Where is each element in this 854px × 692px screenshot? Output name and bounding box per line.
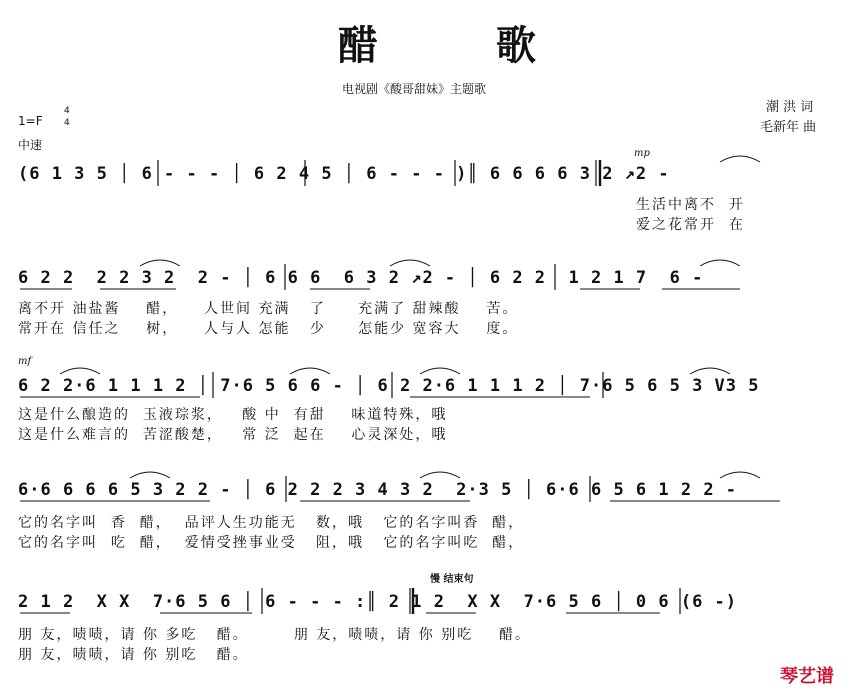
time-signature-bottom: 4 <box>64 118 70 128</box>
tempo-marking: 中速 <box>18 138 43 152</box>
notation-row-4: 6·6 6 6 6 5 3 2 2 - │ 6 2 2 2 3 4 3 2 2·3 5 │ 6·6 6 5 6 1 2 2 - <box>18 480 738 500</box>
lyrics-row-5-verse-1: 朋 友，啧啧，请 你 多吃 醋。 朋 友，啧啧，请 你 别吃 醋。 <box>18 627 532 643</box>
ending-mark: 慢 结束句 <box>430 574 474 585</box>
lyrics-row-3-verse-1: 这是什么酿造的 玉液琮浆， 酸 中 有甜 味道特殊，哦 <box>18 407 448 423</box>
lyrics-row-3-verse-2: 这是什么难言的 苦涩酸楚， 常 泛 起在 心灵深处，哦 <box>18 427 448 443</box>
lyrics-row-2-verse-1: 离不开 油盐酱 醋， 人世间 充满 了 充满了 甜辣酸 苦。 <box>18 301 519 317</box>
notation-row-1: (6 1 3 5 │ 6 - - - │ 6 2 4 5 │ 6 - - - )║ 6 6 6 6 3 2 ↗2 - <box>18 164 670 184</box>
lyricist-credit: 潮 洪 词 <box>766 100 814 115</box>
notation-row-3: 6 2 2·6 1 1 1 2 │ 7·6 5 6 6 - │ 6 2 2·6 1 1 1 2 │ 7·6 5 6 5 3 V3 5 <box>18 376 760 396</box>
site-logo: 琴艺谱 <box>780 666 834 687</box>
song-subtitle: 电视剧《酸哥甜妹》主题歌 <box>342 82 487 96</box>
lyrics-row-2-verse-2: 常开在 信任之 树， 人与人 怎能 少 怎能少 宽容大 度。 <box>18 321 519 337</box>
lyrics-row-4-verse-2: 它的名字叫 吃 醋， 爱情受挫事业受 阻，哦 它的名字叫吃 醋， <box>18 535 525 551</box>
song-title: 醋 歌 <box>338 22 588 69</box>
time-signature-top: 4 <box>64 106 70 116</box>
lyrics-row-1-verse-1: 生活中离不 开 <box>636 197 745 213</box>
notation-row-5: 2 1 2 X X 7·6 5 6 │ 6 - - - :║ 2 1 2 X X 7·6 5 6 │ 0 6 (6 -) <box>18 592 738 612</box>
lyrics-row-4-verse-1: 它的名字叫 香 醋， 品评人生功能无 数，哦 它的名字叫香 醋， <box>18 515 525 531</box>
dynamic-mp: mp <box>634 148 650 159</box>
dynamic-mf: mf <box>18 356 32 367</box>
key-signature: 1=F <box>18 114 43 128</box>
lyrics-row-5-verse-2: 朋 友，啧啧，请 你 别吃 醋。 <box>18 647 249 663</box>
notation-row-2: 6 2 2 2 2 3 2 2 - │ 6 6 6 6 3 2 ↗2 - │ 6 2 2 1 2 1 7 6 - <box>18 268 704 288</box>
lyrics-row-1-verse-2: 爱之花常开 在 <box>636 217 745 233</box>
composer-credit: 毛新年 曲 <box>760 120 817 135</box>
